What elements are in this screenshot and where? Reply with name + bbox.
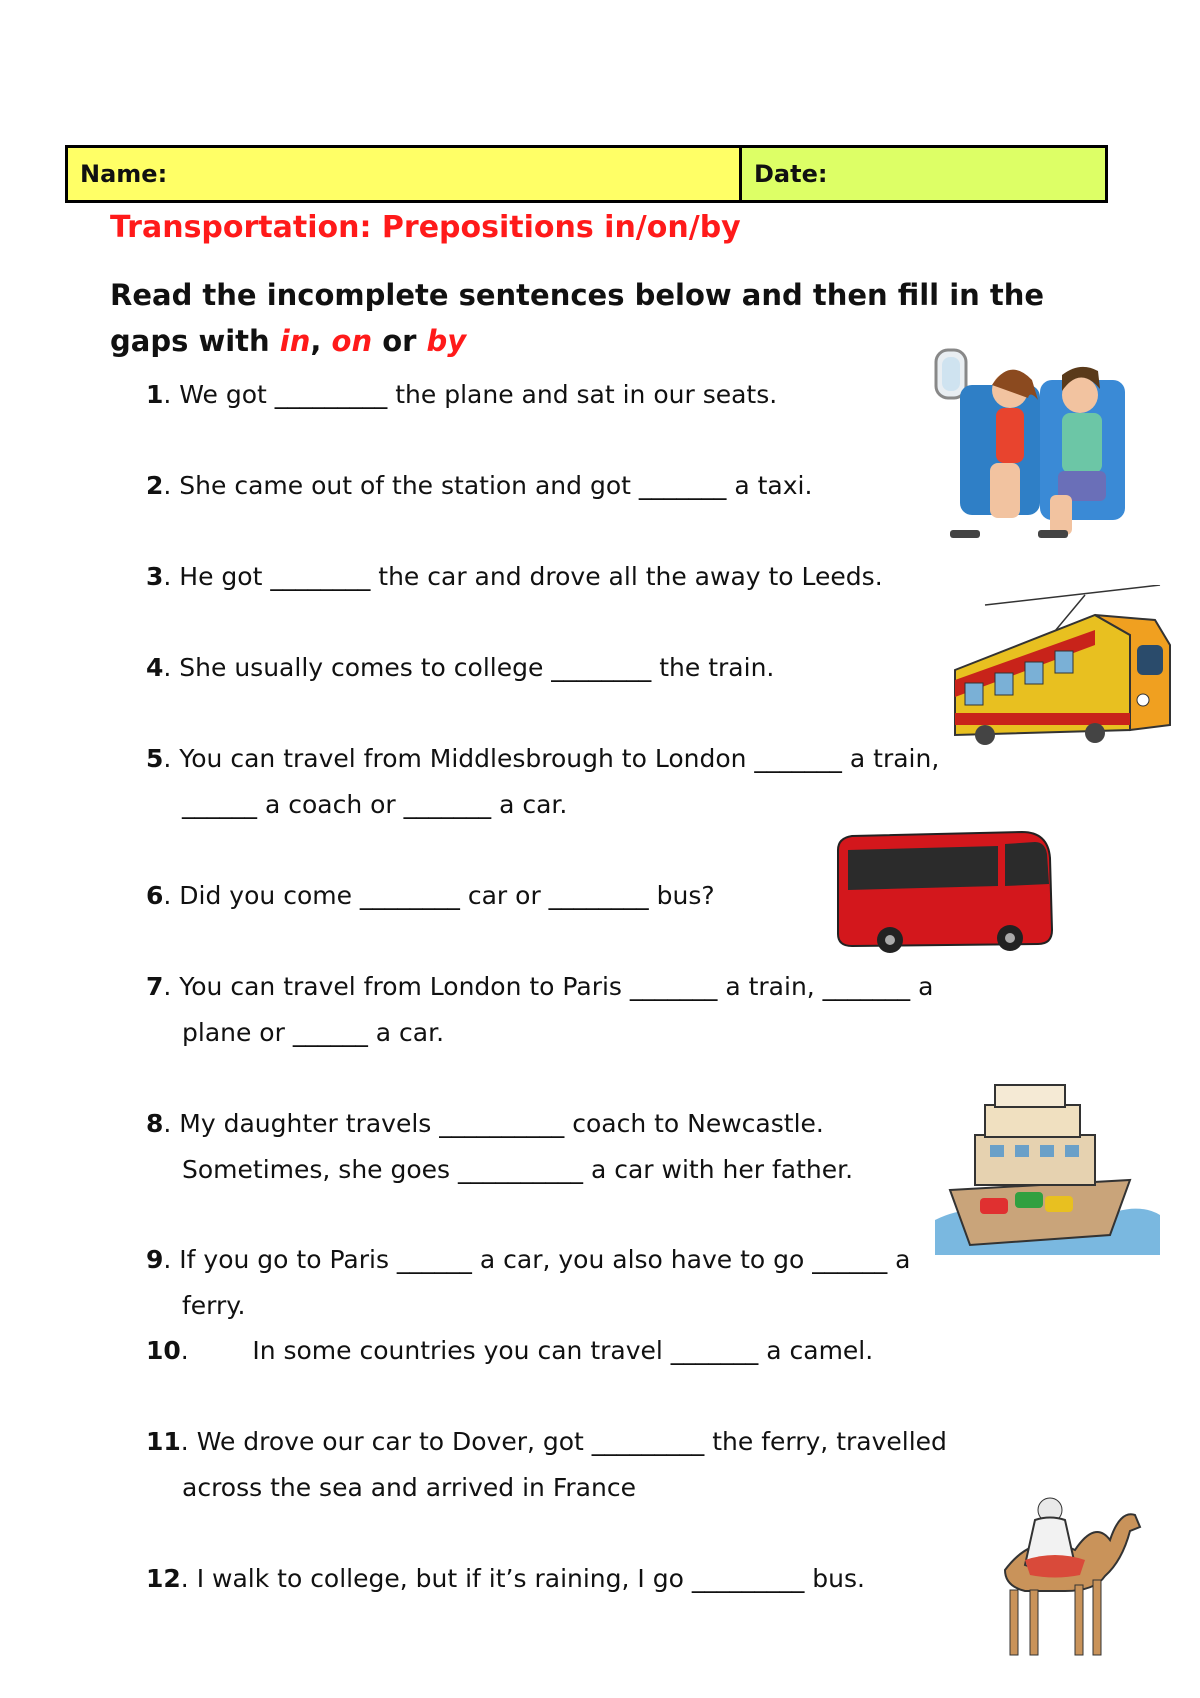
train-illustration — [945, 585, 1175, 750]
question-12 — [146, 1556, 865, 1602]
instructions — [110, 272, 1070, 364]
question-3 — [146, 554, 883, 600]
question-7 — [146, 964, 933, 1056]
question-11 — [146, 1419, 947, 1511]
question-5 — [146, 736, 939, 828]
instructions-text: Read the incomplete sentences below and then fill in the gaps with — [110, 278, 1045, 358]
question-8 — [146, 1101, 853, 1193]
question-text: . Did you come ________ car or ________ bus? — [163, 881, 715, 910]
question-9 — [146, 1237, 911, 1329]
camel-illustration — [975, 1490, 1145, 1665]
bus-illustration — [830, 830, 1060, 955]
date-label: Date: — [754, 160, 828, 188]
question-text-line2: across the sea and arrived in France — [182, 1473, 636, 1502]
question-number: 7 — [146, 972, 164, 1001]
question-text: . I walk to college, but if it’s raining, I go _________ bus. — [180, 1564, 865, 1593]
question-text: . We got _________ the plane and sat in our seats. — [163, 380, 778, 409]
word-in: in — [279, 324, 311, 358]
question-6 — [146, 873, 715, 919]
question-text: . My daughter travels __________ coach to Newcastle. — [163, 1109, 824, 1138]
question-4 — [146, 645, 774, 691]
question-number: 12 — [146, 1564, 181, 1593]
question-text: . In some countries you can travel _______ a camel. — [180, 1336, 874, 1365]
question-text-line2: ______ a coach or _______ a car. — [182, 790, 568, 819]
question-text: . He got ________ the car and drove all the away to Leeds. — [163, 562, 883, 591]
question-number: 3 — [146, 562, 164, 591]
question-number: 9 — [146, 1245, 164, 1274]
question-1 — [146, 372, 777, 418]
worksheet-title: Transportation: Prepositions in/on/by — [110, 210, 741, 245]
question-number: 10 — [146, 1336, 181, 1365]
name-cell[interactable] — [68, 148, 742, 200]
word-on: on — [331, 324, 373, 358]
instructions-or: or — [372, 324, 427, 358]
question-number: 8 — [146, 1109, 164, 1138]
question-text-line2: Sometimes, she goes __________ a car with her father. — [182, 1155, 854, 1184]
ferry-illustration — [935, 1080, 1160, 1255]
question-number: 11 — [146, 1427, 181, 1456]
name-label: Name: — [80, 160, 168, 188]
question-number: 2 — [146, 471, 164, 500]
question-text: . We drove our car to Dover, got _________ the ferry, travelled — [180, 1427, 947, 1456]
question-10 — [146, 1328, 873, 1374]
name-date-table — [65, 145, 1108, 203]
question-number: 1 — [146, 380, 164, 409]
question-number: 6 — [146, 881, 164, 910]
instructions-comma: , — [310, 324, 322, 358]
question-text: . She usually comes to college ________ the train. — [163, 653, 775, 682]
question-number: 4 — [146, 653, 164, 682]
question-text-line2: ferry. — [182, 1291, 246, 1320]
question-2 — [146, 463, 812, 509]
plane-passengers-illustration — [930, 345, 1140, 540]
question-number: 5 — [146, 744, 164, 773]
question-text: . If you go to Paris ______ a car, you also have to go ______ a — [163, 1245, 911, 1274]
question-text: . You can travel from London to Paris _______ a train, _______ a — [163, 972, 934, 1001]
question-text: . You can travel from Middlesbrough to London _______ a train, — [163, 744, 940, 773]
word-by: by — [426, 324, 467, 358]
date-cell[interactable] — [742, 148, 1105, 200]
question-text: . She came out of the station and got _______ a taxi. — [163, 471, 813, 500]
question-text-line2: plane or ______ a car. — [182, 1018, 445, 1047]
